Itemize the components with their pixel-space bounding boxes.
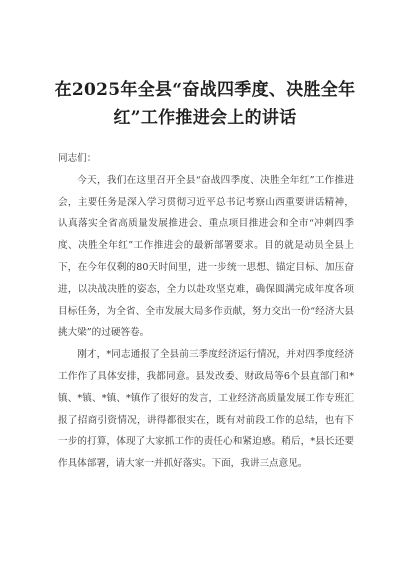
paragraph-opening: 今天，我们在这里召开全县“奋战四季度、决胜全年红”工作推进会，主要任务是深入学习贯彻习近平总书记考察山西重要讲话精神，认真落实全省高质量发展推进会、重点项目推进会和全市“冲刺四季度、决胜全年红”工作推进会的最新部署要求。目的就是动员全县上下，在今年仅剩的80天时间里，进一步统一思想、锚定目标、加压奋进，以决战决胜的姿态，全力以赴攻坚克难，确保圆满完成年度各项目标任务，为全省、全市发展大局多作贡献，努力交出一份“经济大县挑大梁”的过硬答卷。 [58, 174, 354, 339]
paragraph-review: 刚才，*同志通报了全县前三季度经济运行情况，并对四季度经济工作作了具体安排，我都同意。县发改委、财政局等6个县直部门和*镇、*镇、*镇、*镇作了很好的发言，工业经济高质量发展工作专班汇报了招商引资情况，讲得都很实在，既有对前段工作的总结，也有下一步的打算，体现了大家抓工作的责任心和紧迫感。稍后，*县长还要作具体部署，请大家一并抓好落实。下面，我讲三点意见。 [58, 349, 354, 470]
document-body [58, 148, 354, 475]
document-title: 在2025年全县“奋战四季度、决胜全年红”工作推进会上的讲话 [54, 80, 356, 128]
salutation: 同志们： [58, 153, 97, 164]
